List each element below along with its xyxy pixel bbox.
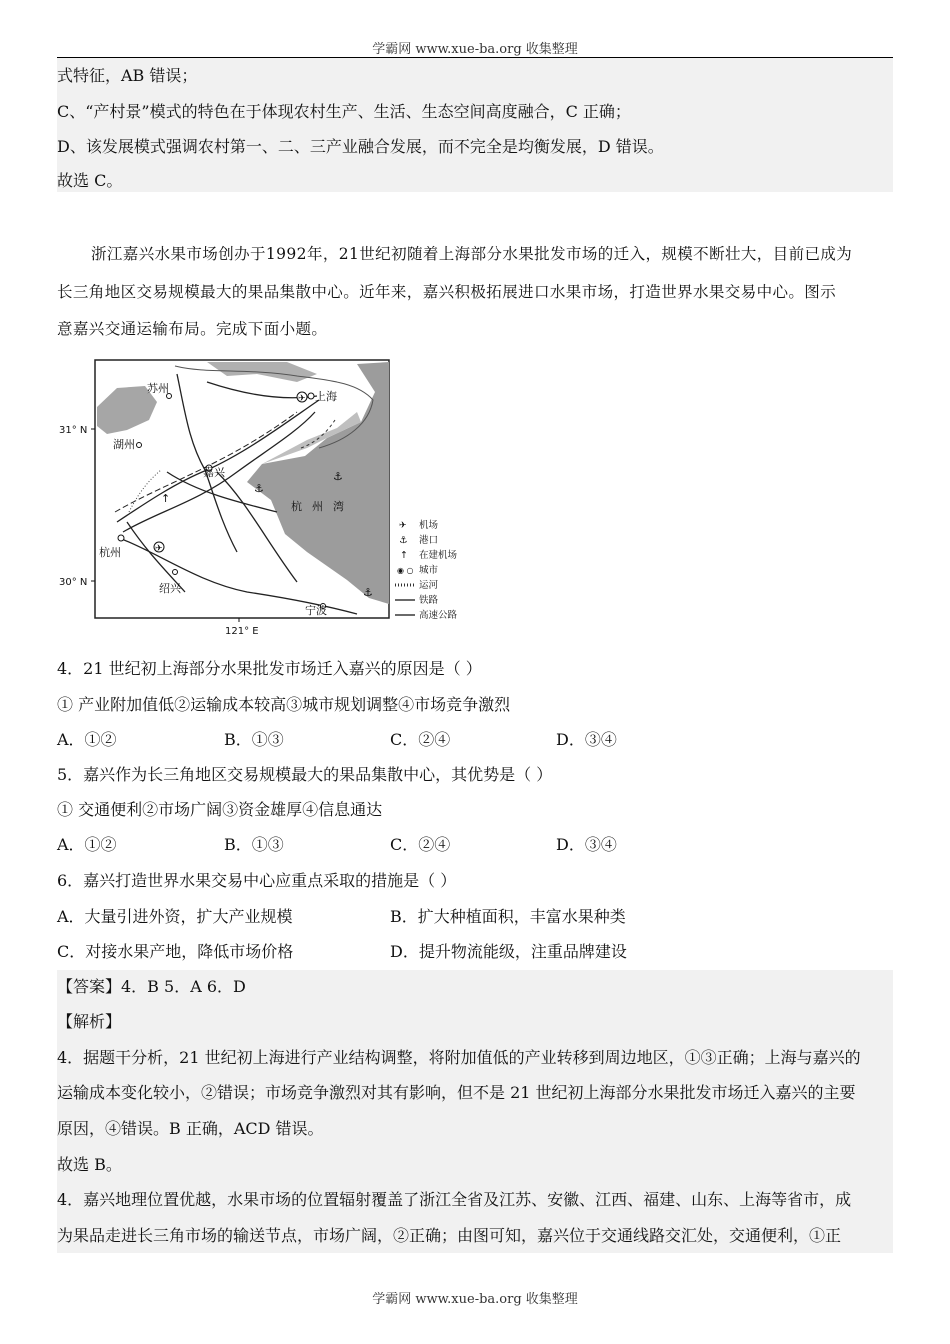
- question-6-option-b[interactable]: B．扩大种植面积，丰富水果种类: [390, 907, 626, 926]
- prev-analysis-line: 故选 C。: [57, 171, 123, 190]
- lon-121-label: 121° E: [225, 626, 259, 637]
- prev-analysis-line: D、该发展模式强调农村第一、二、三产业融合发展，而不完全是均衡发展，D 错误。: [57, 137, 664, 156]
- city-label-hangzhou: 杭州: [99, 546, 121, 559]
- legend-airport-building-label: 在建机场: [419, 550, 458, 561]
- airport-icon: ✈: [155, 544, 163, 554]
- question-5-option-a[interactable]: A．①②: [57, 835, 117, 854]
- legend-city-label: 城市: [419, 565, 439, 576]
- city-label-shanghai: 上海: [315, 390, 337, 403]
- lat-30-label: 30° N: [59, 577, 88, 588]
- legend-port-label: 港口: [419, 535, 439, 546]
- passage-line: 浙江嘉兴水果市场创办于1992年，21世纪初随着上海部分水果批发市场的迁入，规模不断壮大，目前已成为: [91, 245, 853, 263]
- legend-port-icon: ⚓: [399, 535, 408, 546]
- question-4-option-b[interactable]: B．①③: [224, 730, 284, 749]
- question-6-option-a[interactable]: A．大量引进外资，扩大产业规模: [57, 907, 293, 926]
- question-5-option-b[interactable]: B．①③: [224, 835, 284, 854]
- port-icon: ⚓: [363, 586, 373, 599]
- passage: [57, 242, 893, 342]
- question-4-statements: ① 产业附加值低②运输成本较高③城市规划调整④市场竞争激烈: [57, 695, 511, 714]
- answer-line: 【答案】4．B 5．A 6．D: [57, 977, 246, 996]
- city-label-huzhou: 湖州: [113, 438, 135, 451]
- question-4-option-c[interactable]: C．②④: [390, 730, 451, 749]
- jiaxing-transport-map: [57, 352, 477, 640]
- legend-highway-label: 高速公路: [419, 610, 458, 621]
- prev-analysis-line: 式特征，AB 错误；: [57, 66, 198, 85]
- question-4-stem: 4．21 世纪初上海部分水果批发市场迁入嘉兴的原因是（ ）: [57, 659, 482, 678]
- airport-building-icon: ↑: [161, 492, 171, 505]
- question-5-option-d[interactable]: D．③④: [556, 835, 617, 854]
- passage-line: 长三角地区交易规模最大的果品集散中心。近年来，嘉兴积极拓展进口水果市场，打造世界水果交易中心。图示: [57, 283, 837, 301]
- analysis-line: 4．嘉兴地理位置优越，水果市场的位置辐射覆盖了浙江全省及江苏、安徽、江西、福建、山东、上海等省市，成: [57, 1190, 852, 1209]
- bay-label: 杭州湾: [291, 500, 354, 513]
- question-6-option-c[interactable]: C．对接水果产地，降低市场价格: [57, 942, 294, 961]
- answer-block: [57, 970, 893, 1253]
- page-footer: 学霸网 www.xue-ba.org 收集整理: [372, 1292, 578, 1307]
- question-5-statements: ① 交通便利②市场广阔③资金雄厚④信息通达: [57, 800, 383, 819]
- legend-city-icon: ◉ ○: [397, 566, 414, 575]
- port-icon: ⚓: [254, 482, 264, 495]
- question-5-option-c[interactable]: C．②④: [390, 835, 451, 854]
- analysis-line: 原因，④错误。B 正确，ACD 错误。: [57, 1119, 324, 1138]
- analysis-title: 【解析】: [57, 1012, 122, 1031]
- port-icon: ⚓: [333, 470, 343, 483]
- city-label-suzhou: 苏州: [147, 382, 169, 395]
- legend-airport-building-icon: ↑: [400, 550, 408, 561]
- question-4-option-a[interactable]: A．①②: [57, 730, 117, 749]
- city-label-ningbo: 宁波: [305, 604, 327, 617]
- analysis-line: 为果品走进长三角市场的输送节点，市场广阔，②正确；由图可知，嘉兴位于交通线路交汇处，交通便利，①正: [57, 1226, 842, 1245]
- legend-canal-label: 运河: [419, 580, 439, 591]
- analysis-line: 4．据题干分析，21 世纪初上海进行产业结构调整，将附加值低的产业转移到周边地区，①③正确；上海与嘉兴的: [57, 1048, 861, 1067]
- legend-railway-label: 铁路: [419, 595, 439, 606]
- analysis-line: 运输成本变化较小，②错误；市场竞争激烈对其有影响，但不是 21 世纪初上海部分水果批发市场迁入嘉兴的主要: [57, 1083, 856, 1102]
- passage-line: 意嘉兴交通运输布局。完成下面小题。: [57, 320, 328, 338]
- question-6-option-d[interactable]: D．提升物流能级，注重品牌建设: [390, 942, 627, 961]
- analysis-line: 故选 B。: [57, 1155, 122, 1174]
- city-label-shaoxing: 绍兴: [159, 582, 181, 595]
- question-4-option-d[interactable]: D．③④: [556, 730, 617, 749]
- question-6-stem: 6．嘉兴打造世界水果交易中心应重点采取的措施是（ ）: [57, 871, 457, 890]
- question-5-stem: 5．嘉兴作为长三角地区交易规模最大的果品集散中心，其优势是（ ）: [57, 765, 553, 784]
- lat-31-label: 31° N: [59, 425, 88, 436]
- airport-icon: ✈: [298, 394, 306, 404]
- legend-airport-label: 机场: [419, 520, 439, 531]
- legend-airport-icon: ✈: [399, 521, 407, 531]
- page-header: 学霸网 www.xue-ba.org 收集整理: [372, 42, 578, 57]
- city-label-jiaxing: 嘉兴: [203, 466, 225, 479]
- prev-analysis-line: C、“产村景”模式的特色在于体现农村生产、生活、生态空间高度融合，C 正确；: [57, 102, 631, 121]
